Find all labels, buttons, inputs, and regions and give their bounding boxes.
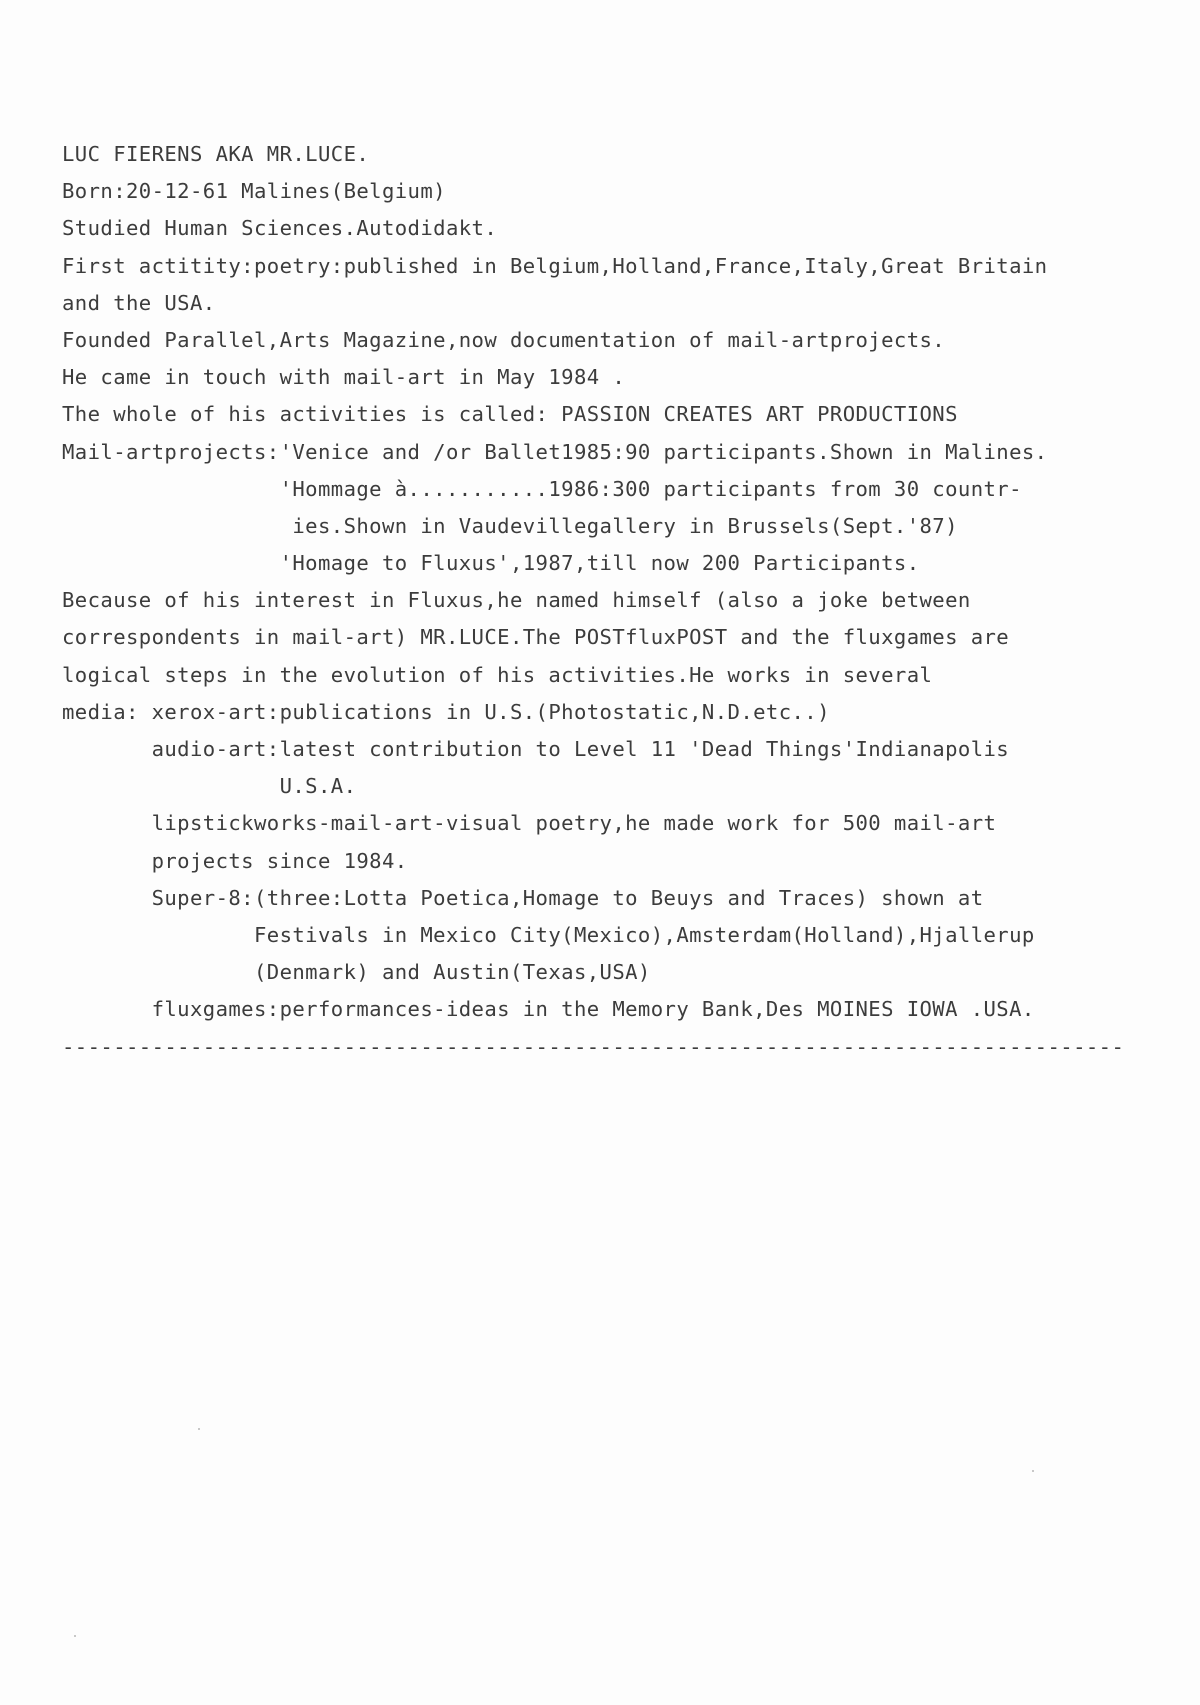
text-line: media: xerox-art:publications in U.S.(Photostatic,N.D.etc..) — [62, 699, 830, 724]
text-line: audio-art:latest contribution to Level 11 'Dead Things'Indianapolis — [62, 737, 1010, 761]
text-line: He came in touch with mail-art in May 1984 . — [62, 365, 626, 390]
text-line: Super-8:(three:Lotta Poetica,Homage to Beuys and Traces) shown at — [62, 885, 984, 910]
text-line: lipstickworks-mail-art-visual poetry,he made work for 500 mail-art — [62, 811, 997, 836]
text-line: logical steps in the evolution of his activities.He works in several — [62, 662, 933, 687]
text-line: The whole of his activities is called: PASSION CREATES ART PRODUCTIONS — [62, 402, 958, 427]
text-line: Born:20-12-61 Malines(Belgium) — [62, 179, 446, 204]
text-line: (Denmark) and Austin(Texas,USA) — [62, 960, 651, 985]
heading-line: LUC FIERENS AKA MR.LUCE. — [62, 142, 370, 166]
text-line: fluxgames:performances-ideas in the Memory Bank,Des MOINES IOWA .USA. — [62, 997, 1035, 1022]
text-line: First actitity:poetry:published in Belgium,Holland,France,Italy,Great Britain — [62, 253, 1048, 278]
text-line: 'Homage to Fluxus',1987,till now 200 Participants. — [62, 551, 920, 576]
text-line: Festivals in Mexico City(Mexico),Amsterdam(Holland),Hjallerup — [62, 922, 1035, 947]
text-line: Because of his interest in Fluxus,he named himself (also a joke between — [62, 588, 971, 613]
text-line: U.S.A. — [62, 774, 357, 799]
text-line: correspondents in mail-art) MR.LUCE.The POSTfluxPOST and the fluxgames are — [62, 625, 1010, 650]
paper-speck — [74, 1635, 76, 1637]
text-line: 'Hommage à...........1986:300 participants from 30 countr- — [62, 476, 1022, 501]
paper-speck — [198, 1428, 200, 1430]
text-line: Mail-artprojects:'Venice and /or Ballet1985:90 participants.Shown in Malines. — [62, 439, 1048, 464]
text-line: Studied Human Sciences.Autodidakt. — [62, 216, 498, 241]
text-line: Founded Parallel,Arts Magazine,now documentation of mail-artprojects. — [62, 327, 946, 352]
text-line: projects since 1984. — [62, 848, 408, 873]
dashed-rule: ----------------------------------------------------------------------------------- — [62, 1034, 1125, 1059]
text-line: ies.Shown in Vaudevillegallery in Brussels(Sept.'87) — [62, 513, 958, 538]
paper-speck — [1032, 1470, 1034, 1472]
text-line: and the USA. — [62, 290, 216, 315]
typescript-text-block — [62, 136, 1194, 1066]
